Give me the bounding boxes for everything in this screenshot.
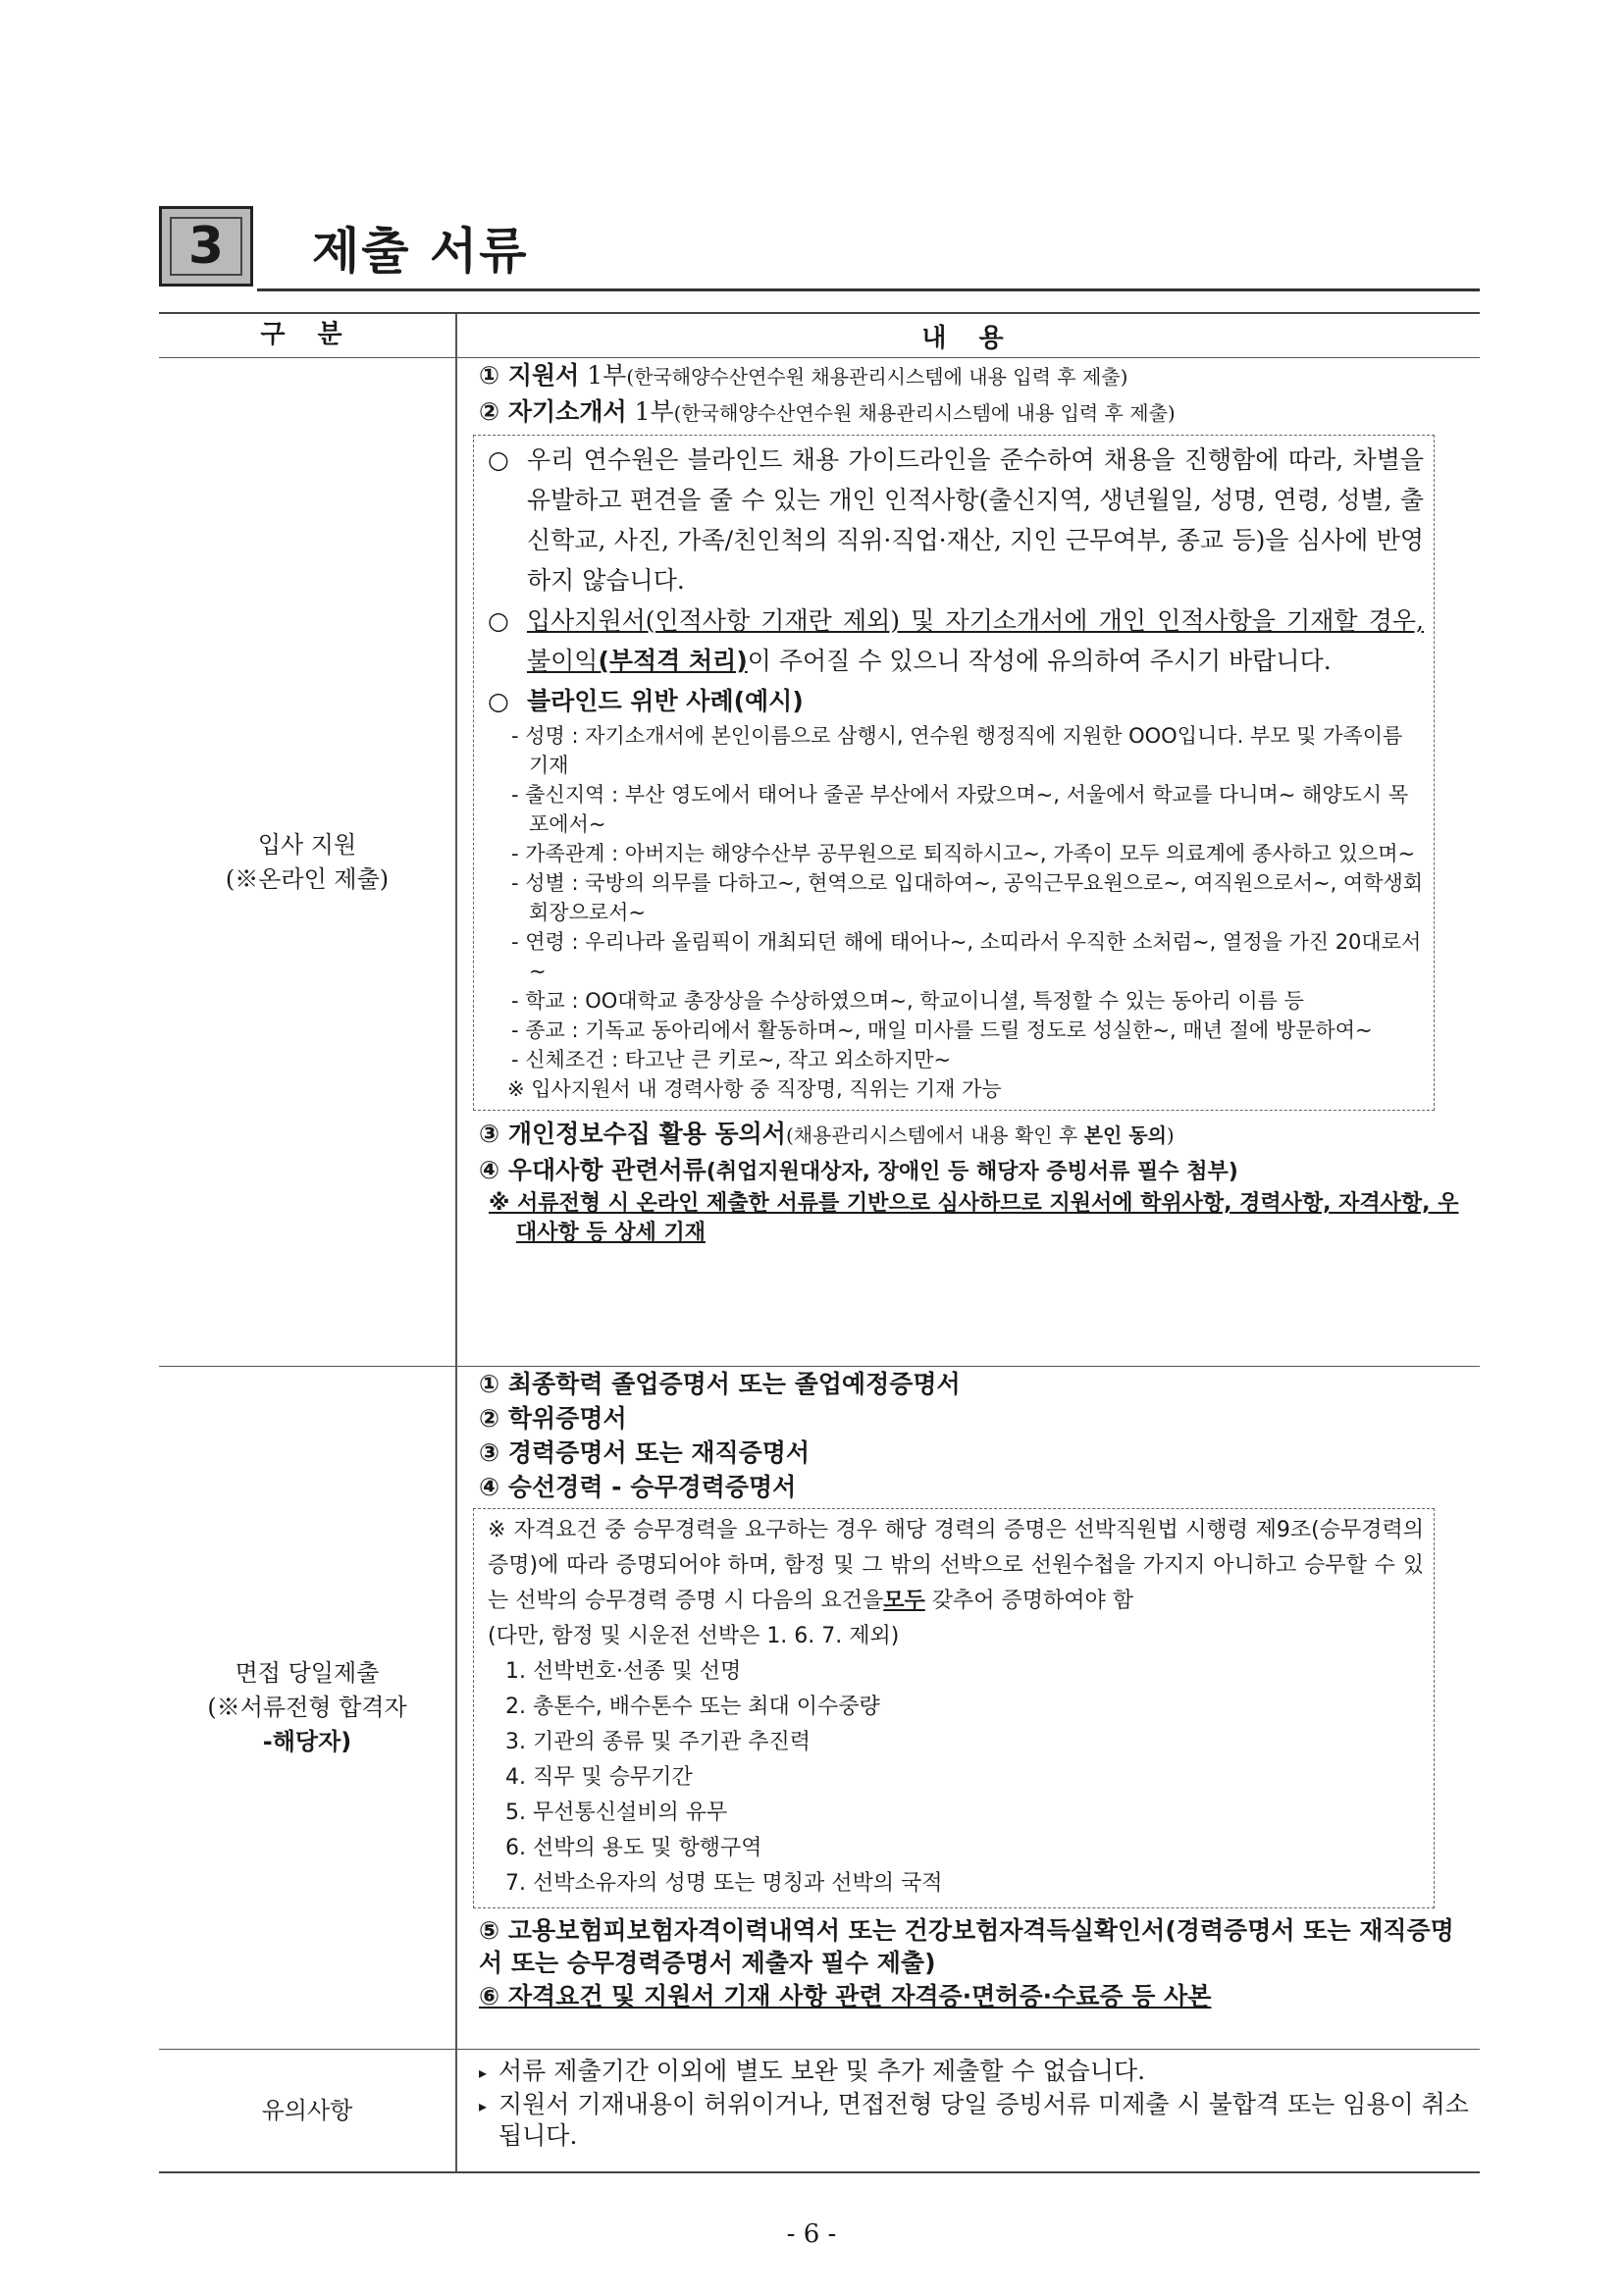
notice-paragraph-1: ○ 우리 연수원은 블라인드 채용 가이드라인을 준수하여 채용을 진행함에 따라, 차별을 유발하고 편견을 줄 수 있는 개인 인적사항(출신지역, 생년월일, 성명, 연령, 성별, 출신학교, 사진, 가족/친인척의 직위·직업·재산, 지인 근무여부, 종교 등)을 심사에 반영하지 않습니다. <box>488 440 1424 600</box>
item-sea-service-certificate: ④ 승선경력 - 승무경력증명서 <box>479 1473 797 1501</box>
label-notice: 유의사항 <box>261 2096 353 2124</box>
notice-line-1: ▸ 서류 제출기간 이외에 별도 보완 및 추가 제출할 수 없습니다. <box>479 2056 1474 2089</box>
online-submission-note: ※ 서류전형 시 온라인 제출한 서류를 기반으로 심사하므로 지원서에 학위사항, 경력사항, 자격사항, 우대사항 등 상세 기재 <box>489 1191 1459 1245</box>
sublabel-apply: (※온라인 제출) <box>225 864 390 893</box>
header-category: 구 분 <box>159 314 457 357</box>
requirement-item-3: 3. 기관의 종류 및 주기관 추진력 <box>505 1730 811 1754</box>
table-row-notice <box>159 2050 1480 2173</box>
item-preference-documents: ④ 우대사항 관련서류(취업지원대상자, 장애인 등 해당자 증빙서류 필수 첨부) <box>479 1156 1238 1184</box>
item-insurance-history: ⑤ 고용보험피보험자격이력내역서 또는 건강보험자격득실확인서(경력증명서 또는 재직증명서 또는 승무경력증명서 제출자 필수 제출) <box>479 1916 1454 1977</box>
item-self-introduction: ② 자기소개서 1부(한국해양수산연수원 채용관리시스템에 내용 입력 후 제출) <box>479 397 1176 426</box>
triangle-bullet-icon: ▸ <box>479 2097 488 2115</box>
sublabel-interview-1: (※서류전형 합격자 <box>207 1694 407 1722</box>
sublabel-interview-2: -해당자) <box>262 1727 352 1755</box>
page-number: - 6 - <box>786 2219 837 2249</box>
triangle-bullet-icon: ▸ <box>479 2063 488 2082</box>
circle-bullet-icon: ○ <box>488 687 509 715</box>
row-label-apply <box>159 358 457 1366</box>
item-degree-certificate: ② 학위증명서 <box>479 1404 627 1433</box>
violation-example-age: - 연령 : 우리나라 올림픽이 개최되던 해에 태어나~, 소띠라서 우직한 소처럼~, 열정을 가진 20대로서~ <box>511 930 1422 983</box>
documents-table <box>159 312 1480 2173</box>
table-row-apply <box>159 358 1480 1367</box>
row-label-interview <box>159 1367 457 2049</box>
career-note: ※ 입사지원서 내 경력사항 중 직장명, 직위는 기재 가능 <box>507 1077 1002 1101</box>
row-label-notice <box>159 2050 457 2171</box>
section-rule <box>257 288 1480 291</box>
notice-line-2: ▸ 지원서 기재내용이 허위이거나, 면접전형 당일 증빙서류 미제출 시 불합격 또는 임용이 취소됩니다. <box>479 2090 1469 2150</box>
label-interview: 면접 당일제출 <box>235 1659 380 1688</box>
violation-example-region: - 출신지역 : 부산 영도에서 태어나 줄곧 부산에서 자랐으며~, 서울에서 학교를 다니며~ 해양도시 목포에서~ <box>511 783 1409 836</box>
requirement-item-7: 7. 선박소유자의 성명 또는 명칭과 선박의 국적 <box>505 1871 943 1896</box>
item-graduation-certificate: ① 최종학력 졸업증명서 또는 졸업예정증명서 <box>479 1370 961 1398</box>
table-header-row <box>159 312 1480 358</box>
row-content-interview <box>457 1367 1480 2049</box>
circle-bullet-icon: ○ <box>488 445 509 474</box>
sea-service-requirements-box <box>473 1508 1435 1908</box>
requirement-item-6: 6. 선박의 용도 및 항행구역 <box>505 1836 762 1860</box>
requirement-item-5: 5. 무선통신설비의 유무 <box>505 1800 728 1825</box>
violation-example-gender: - 성별 : 국방의 의무를 다하고~, 현역으로 입대하여~, 공익근무요원으로~, 여직원으로서~, 여학생회 회장으로서~ <box>511 871 1424 924</box>
violation-example-family: - 가족관계 : 아버지는 해양수산부 공무원으로 퇴직하시고~, 가족이 모두 의료계에 종사하고 있으며~ <box>511 842 1416 865</box>
section-title: 제출 서류 <box>312 223 529 280</box>
requirement-item-1: 1. 선박번호·선종 및 선명 <box>505 1659 742 1684</box>
section-number-box: 3 <box>159 206 253 287</box>
notice-paragraph-3: ○ 블라인드 위반 사례(예시) <box>488 681 1424 721</box>
violation-example-name: - 성명 : 자기소개서에 본인이름으로 삼행시, 연수원 행정직에 지원한 OOO입니다. 부모 및 가족이름 기재 <box>511 724 1403 777</box>
header-content: 내 용 <box>921 323 1016 353</box>
blind-hiring-notice-box <box>473 435 1435 1111</box>
requirement-item-4: 4. 직무 및 승무기간 <box>505 1765 693 1790</box>
section-header <box>159 206 1480 290</box>
label-apply: 입사 지원 <box>257 830 357 859</box>
violation-example-school: - 학교 : OO대학교 총장상을 수상하였으며~, 학교이니셜, 특정할 수 있는 동아리 이름 등 <box>511 989 1304 1013</box>
row-content-notice <box>457 2050 1480 2171</box>
sea-service-requirements-text: ※ 자격요건 중 승무경력을 요구하는 경우 해당 경력의 증명은 선박직원법 시행령 제9조(승무경력의 증명)에 따라 증명되어야 하며, 함정 및 그 밖의 선박으로 선원수첩을 가지지 아니하고 승무할 수 있는 선박의 승무경력 증명 시 다음의 요건을모두 갖추어 증명하여야 함 <box>488 1518 1424 1613</box>
row-content-apply <box>457 358 1480 1366</box>
requirement-item-2: 2. 총톤수, 배수톤수 또는 최대 이수중량 <box>505 1695 880 1719</box>
table-row-interview <box>159 1367 1480 2050</box>
circle-bullet-icon: ○ <box>488 606 509 635</box>
violation-example-religion: - 종교 : 기독교 동아리에서 활동하며~, 매일 미사를 드릴 정도로 성실한~, 매년 절에 방문하여~ <box>511 1018 1373 1042</box>
item-license-copies: ⑥ 자격요건 및 지원서 기재 사항 관련 자격증·면허증·수료증 등 사본 <box>479 1982 1212 2010</box>
item-career-certificate: ③ 경력증명서 또는 재직증명서 <box>479 1438 811 1467</box>
sea-service-exception: (다만, 함정 및 시운전 선박은 1. 6. 7. 제외) <box>488 1624 900 1648</box>
notice-paragraph-2: ○ 입사지원서(인적사항 기재란 제외) 및 자기소개서에 개인 인적사항을 기재할 경우, 불이익(부적격 처리)이 주어질 수 있으니 작성에 유의하여 주시기 바랍니다. <box>488 600 1424 681</box>
item-application-form: ① 지원서 1부(한국해양수산연수원 채용관리시스템에 내용 입력 후 제출) <box>479 361 1128 390</box>
violation-example-body: - 신체조건 : 타고난 큰 키로~, 작고 외소하지만~ <box>511 1048 952 1071</box>
item-privacy-consent: ③ 개인정보수집 활용 동의서(채용관리시스템에서 내용 확인 후 본인 동의) <box>479 1120 1175 1148</box>
